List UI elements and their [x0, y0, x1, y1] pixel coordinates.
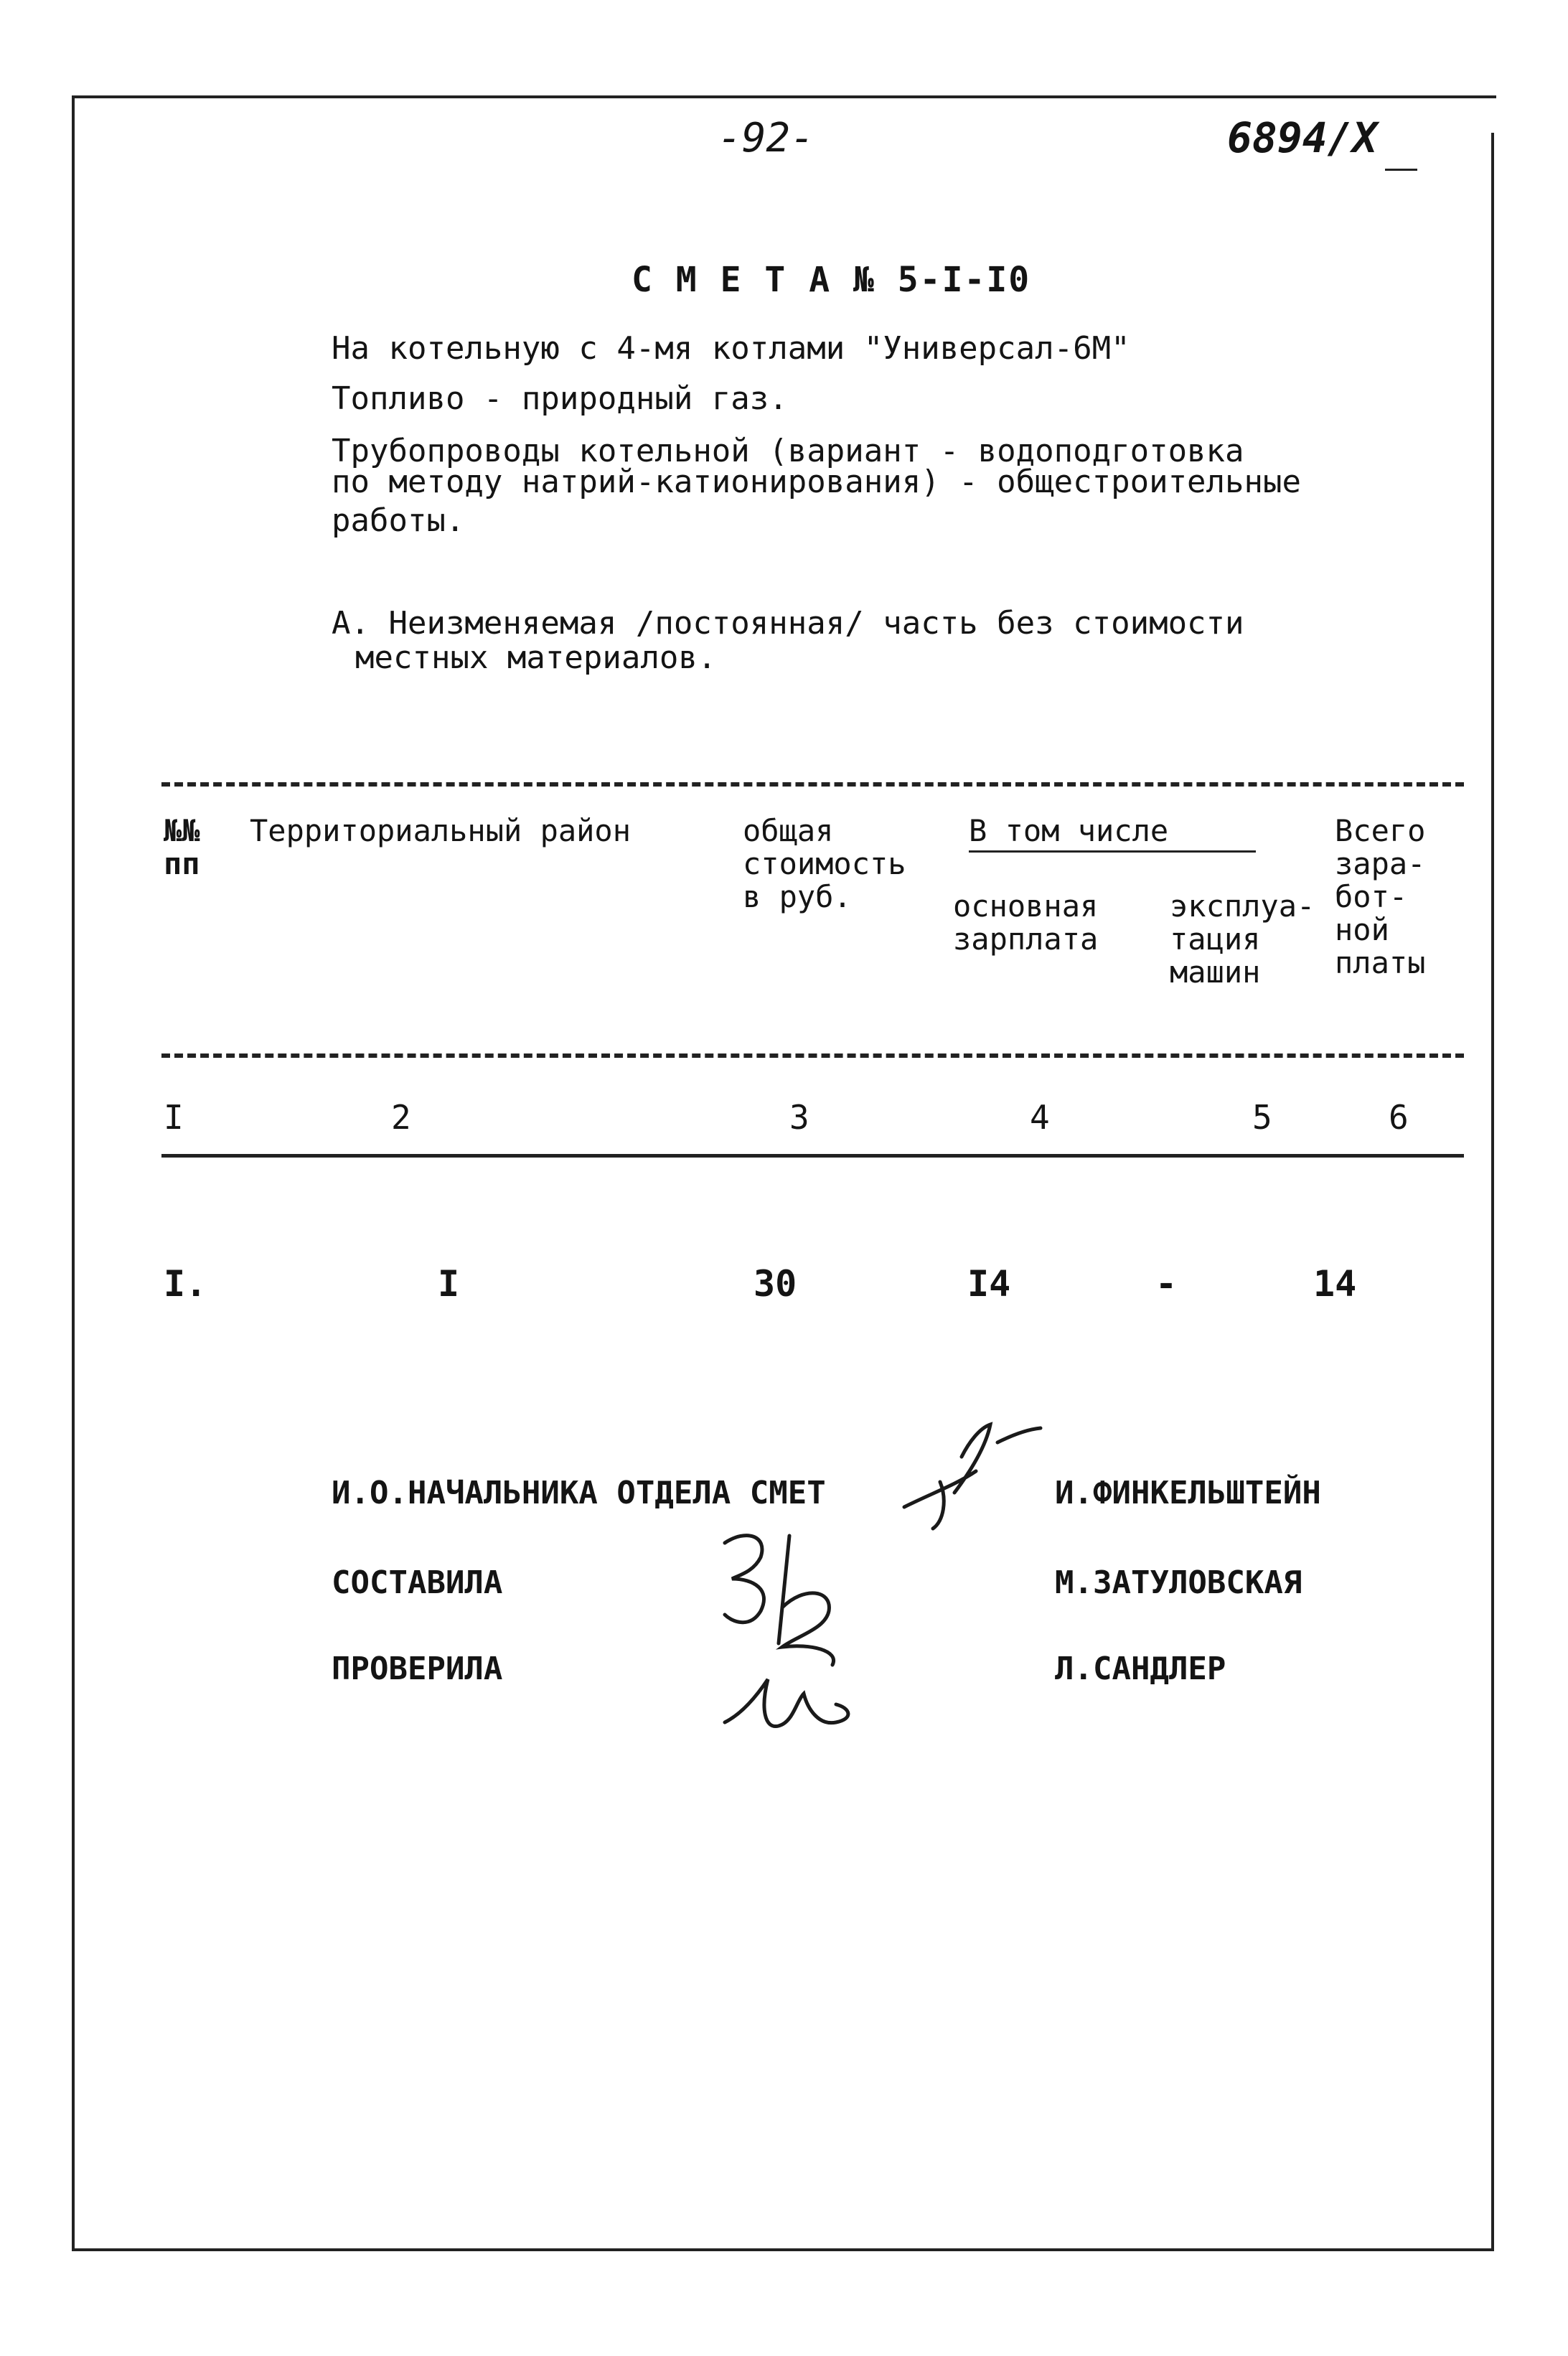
page-frame-bottom: [72, 2248, 1494, 2251]
table-header-rule: [161, 1053, 1464, 1058]
table-top-rule: [161, 782, 1464, 787]
description-line-5: работы.: [332, 502, 465, 539]
signature-role-2: СОСТАВИЛА: [332, 1564, 503, 1601]
signature-role-3: ПРОВЕРИЛА: [332, 1651, 503, 1687]
column-number-1: I: [164, 1098, 184, 1137]
description-line-2: Топливо - природный газ.: [332, 380, 788, 417]
header-total-salary: Всего зара- бот- ной платы: [1335, 813, 1426, 980]
column-number-4: 4: [1030, 1098, 1050, 1137]
row-1-number: I.: [164, 1263, 207, 1305]
header-total-cost: общая стоимость в руб.: [743, 813, 906, 914]
page-frame-top: [72, 95, 1496, 98]
description-line-3: Трубопроводы котельной (вариант - водоподготовка: [332, 433, 1244, 469]
row-1-total-salary: 14: [1313, 1263, 1357, 1305]
column-number-6: 6: [1389, 1098, 1409, 1137]
header-region: Территориальный район: [250, 813, 632, 848]
document-code-underline: [1385, 169, 1417, 171]
description-line-1: На котельную с 4-мя котлами "Универсал-6М": [332, 330, 1130, 367]
document-code: 6894/X: [1227, 113, 1378, 162]
header-including: В том числе: [969, 813, 1169, 848]
page-number: -92-: [718, 115, 814, 161]
table-numbers-rule: [161, 1154, 1464, 1158]
row-1-total-cost: 30: [754, 1263, 797, 1305]
section-a-line-2: местных материалов.: [355, 639, 717, 676]
page-frame-right: [1491, 133, 1494, 2250]
signature-name-1: И.ФИНКЕЛЬШТЕЙН: [1055, 1475, 1321, 1511]
row-1-basic-salary: I4: [967, 1263, 1011, 1305]
header-including-underline: [969, 850, 1256, 853]
row-1-machine-operation: -: [1155, 1263, 1178, 1305]
document-title: С М Е Т А № 5-I-I0: [632, 260, 1031, 300]
row-1-region: I: [438, 1263, 460, 1305]
column-number-3: 3: [789, 1098, 809, 1137]
header-basic-salary: основная зарплата: [953, 888, 1099, 957]
section-a-line-1: А. Неизменяемая /постоянная/ часть без стоимости: [332, 605, 1244, 642]
signature-name-2: М.ЗАТУЛОВСКАЯ: [1055, 1564, 1302, 1601]
handwritten-signature-1: [890, 1414, 1062, 1543]
handwritten-initials: [710, 1521, 868, 1751]
signature-role-1: И.О.НАЧАЛЬНИКА ОТДЕЛА СМЕТ: [332, 1475, 826, 1511]
page-frame-left: [72, 95, 75, 2248]
column-number-2: 2: [391, 1098, 411, 1137]
signature-name-3: Л.САНДЛЕР: [1055, 1651, 1226, 1687]
header-number: №№ пп: [164, 813, 200, 881]
header-machine-operation: эксплуа- тация машин: [1170, 888, 1315, 990]
description-line-4: по методу натрий-катионирования) - общестроительные: [332, 464, 1302, 500]
column-number-5: 5: [1252, 1098, 1272, 1137]
